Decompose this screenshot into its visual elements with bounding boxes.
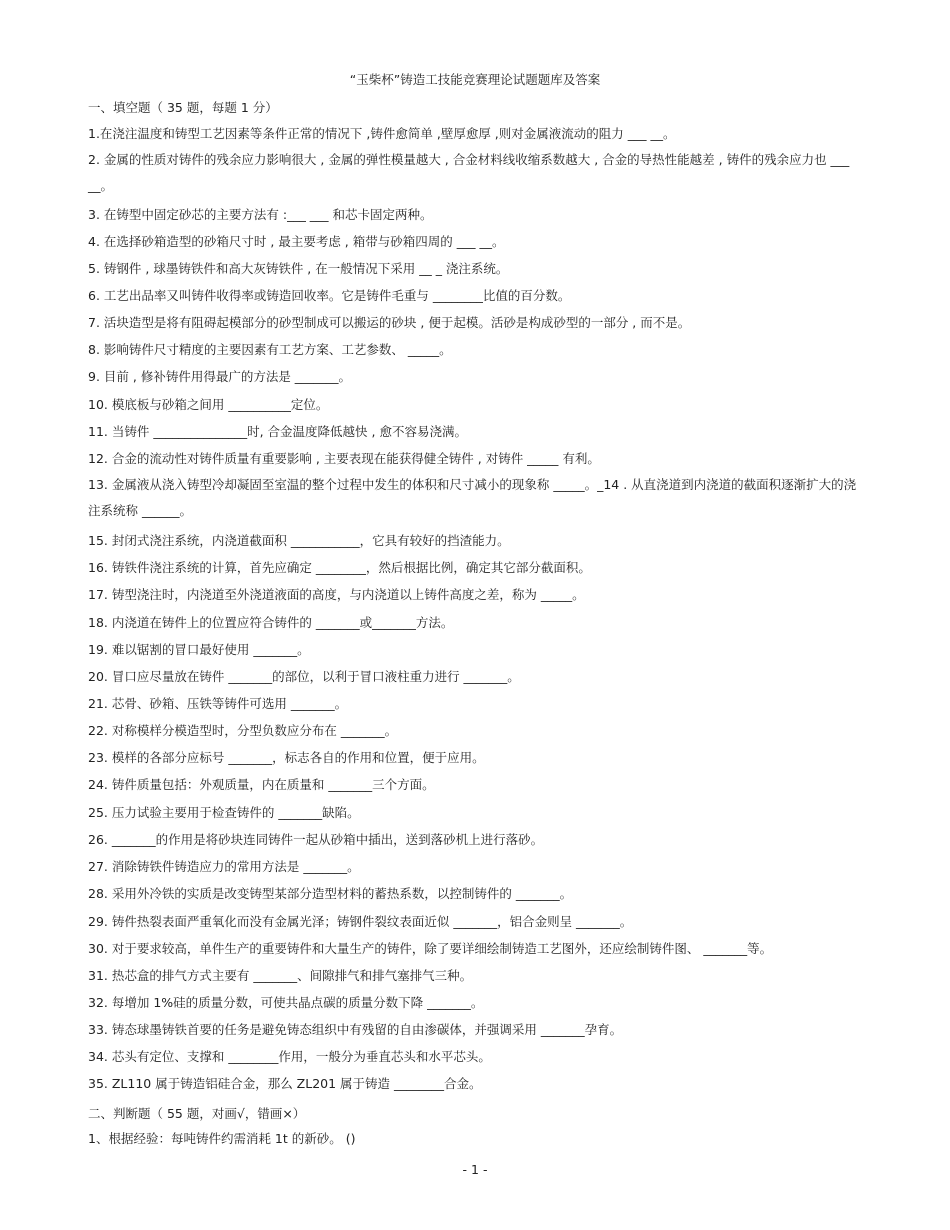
section-true-false-heading: 二、判断题（ 55 题，对画√，错画×） [88, 1106, 306, 1121]
question-item: 33. 铸态球墨铸铁首要的任务是避免铸态组织中有残留的自由渗碳体，并强调采用 _______孕育。 [88, 1022, 623, 1037]
question-item: 21. 芯骨、砂箱、压铁等铸件可选用 _______。 [88, 696, 348, 711]
question-item: 25. 压力试验主要用于检查铸件的 _______缺陷。 [88, 805, 360, 820]
question-item: 1.在浇注温度和铸型工艺因素等条件正常的情况下 ,铸件愈简单 ,壁厚愈厚 ,则对金属液流动的阻力 ___ __。 [88, 126, 676, 141]
question-item: 24. 铸件质量包括：外观质量，内在质量和 _______三个方面。 [88, 777, 435, 792]
page-number: - 1 - [462, 1162, 488, 1177]
question-item: 16. 铸铁件浇注系统的计算，首先应确定 ________，然后根据比例，确定其它部分截面积。 [88, 560, 591, 575]
question-item: 13. 金属液从浇入铸型冷却凝固至室温的整个过程中发生的体积和尺寸减小的现象称 _____。_14 . 从直浇道到内浇道的截面积逐渐扩大的浇注系统称 ______。 [88, 477, 857, 518]
question-item: 34. 芯头有定位、支撑和 ________作用，一般分为垂直芯头和水平芯头。 [88, 1049, 491, 1064]
question-item: 5. 铸钢件 , 球墨铸铁件和高大灰铸铁件 , 在一般情况下采用 __ _ 浇注系统。 [88, 261, 509, 276]
question-item: 27. 消除铸铁件铸造应力的常用方法是 _______。 [88, 859, 360, 874]
question-item: 20. 冒口应尽量放在铸件 _______的部位，以利于冒口液柱重力进行 _______。 [88, 669, 520, 684]
question-item: 31. 热芯盒的排气方式主要有 _______、间隙排气和排气塞排气三种。 [88, 968, 473, 983]
question-item: 15. 封闭式浇注系统，内浇道截面积 ___________，它具有较好的挡渣能力。 [88, 533, 510, 548]
question-item: 11. 当铸件 _______________时, 合金温度降低越快 , 愈不容易浇满。 [88, 424, 467, 439]
section-fill-in-heading: 一、填空题（ 35 题，每题 1 分） [88, 100, 278, 115]
question-item: 18. 内浇道在铸件上的位置应符合铸件的 _______或_______方法。 [88, 615, 454, 630]
question-item: 29. 铸件热裂表面严重氧化而没有金属光泽；铸钢件裂纹表面近似 _______，铝合金则呈 _______。 [88, 914, 633, 929]
question-item: 4. 在选择砂箱造型的砂箱尺寸时 , 最主要考虑 , 箱带与砂箱四周的 ___ __。 [88, 234, 505, 249]
question-item: 12. 合金的流动性对铸件质量有重要影响 , 主要表现在能获得健全铸件 , 对铸件 _____ 有利。 [88, 451, 600, 466]
question-item: 26. _______的作用是将砂块连同铸件一起从砂箱中插出，送到落砂机上进行落砂。 [88, 832, 544, 847]
question-item: 35. ZL110 属于铸造铝硅合金，那么 ZL201 属于铸造 ________合金。 [88, 1076, 482, 1091]
question-item: 7. 活块造型是将有阻碍起模部分的砂型制成可以搬运的砂块 , 便于起模。活砂是构成砂型的一部分 , 而不是。 [88, 315, 691, 330]
question-item: 28. 采用外冷铁的实质是改变铸型某部分造型材料的蓄热系数，以控制铸件的 _______。 [88, 886, 573, 901]
question-item: 30. 对于要求较高，单件生产的重要铸件和大量生产的铸件，除了要详细绘制铸造工艺图外，还应绘制铸件图、 _______等。 [88, 941, 773, 956]
question-item: 2. 金属的性质对铸件的残余应力影响很大 , 金属的弹性模量越大 , 合金材料线收缩系数越大 , 合金的导热性能越差 , 铸件的残余应力也 ___ __。 [88, 152, 850, 193]
question-item: 9. 目前 , 修补铸件用得最广的方法是 _______。 [88, 369, 352, 384]
question-item: 6. 工艺出品率又叫铸件收得率或铸造回收率。它是铸件毛重与 ________比值的百分数。 [88, 288, 571, 303]
document-title: “玉柴杯”铸造工技能竞赛理论试题题库及答案 [349, 72, 601, 87]
question-item: 10. 模底板与砂箱之间用 __________定位。 [88, 397, 329, 412]
judge-item: 1、根据经验：每吨铸件约需消耗 1t 的新砂。 () [88, 1131, 356, 1146]
question-item: 23. 模样的各部分应标号 _______，标志各自的作用和位置，便于应用。 [88, 750, 485, 765]
question-item: 22. 对称模样分模造型时，分型负数应分布在 _______。 [88, 723, 398, 738]
question-item: 8. 影响铸件尺寸精度的主要因素有工艺方案、工艺参数、 _____。 [88, 342, 452, 357]
question-item: 17. 铸型浇注时，内浇道至外浇道液面的高度，与内浇道以上铸件高度之差，称为 _____。 [88, 587, 585, 602]
question-item: 32. 每增加 1%硅的质量分数，可使共晶点碳的质量分数下降 _______。 [88, 995, 484, 1010]
question-item: 3. 在铸型中固定砂芯的主要方法有 :___ ___ 和芯卡固定两种。 [88, 207, 433, 222]
question-item: 19. 难以锯割的冒口最好使用 _______。 [88, 642, 310, 657]
